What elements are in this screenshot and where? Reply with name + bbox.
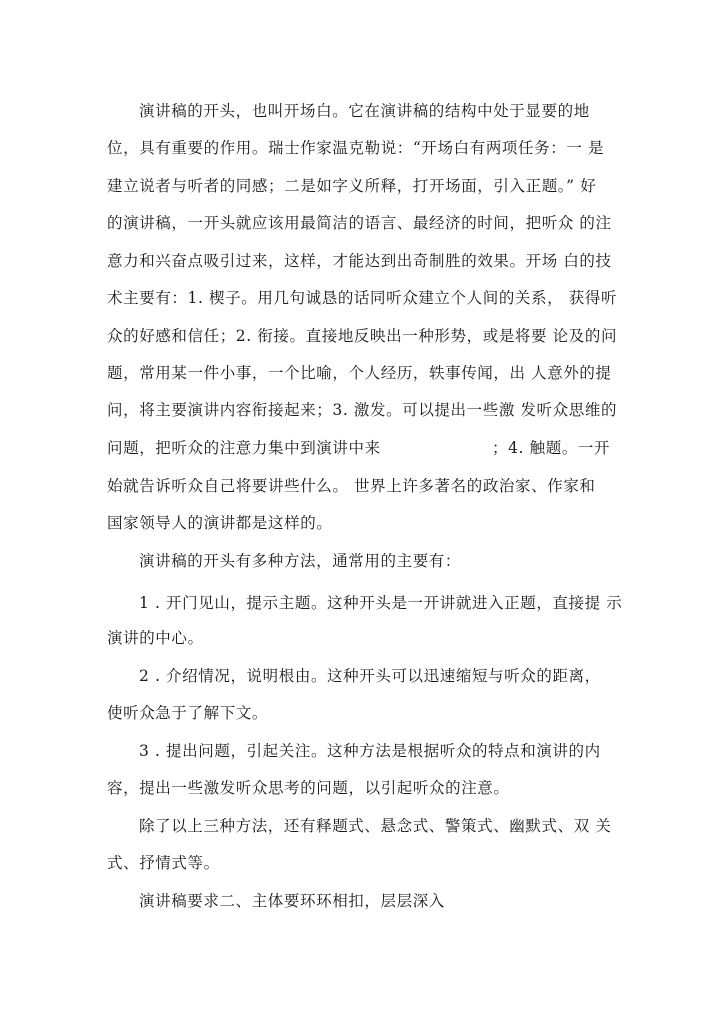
text-line: 2 . 介绍情况，说明根由。这种开头可以迅速缩短与听众的距离， bbox=[139, 667, 601, 685]
text-line: 1 . 开门见山，提示主题。这种开头是一开讲就进入正题，直接提 示 bbox=[139, 594, 623, 612]
text-line: 问，将主要演讲内容衔接起来；3. 激发。可以提出一些激 发听众思维的 bbox=[107, 401, 618, 419]
text-line: 式、抒情式等。 bbox=[107, 854, 220, 872]
text-line: ；4. 触题。一开 bbox=[492, 439, 611, 457]
text-line: 使听众急于了解下文。 bbox=[107, 704, 269, 722]
text-line: 位，具有重要的作用。瑞士作家温克勒说：“开场白有两项任务：一 是 bbox=[107, 139, 605, 157]
text-line: 除了以上三种方法，还有释题式、悬念式、警策式、幽默式、双 关 bbox=[139, 817, 612, 835]
text-line: 题，常用某一件小事，一个比喻，个人经历，轶事传闻，出 人意外的提 bbox=[107, 364, 612, 382]
text-line: 众的好感和信任；2. 衔接。直接地反映出一种形势，或是将要 论及的问 bbox=[107, 327, 618, 345]
text-line: 术主要有：1. 楔子。用几句诚恳的话同听众建立个人间的关系， 获得听 bbox=[107, 289, 618, 307]
text-line: 容，提出一些激发听众思考的问题，以引起听众的注意。 bbox=[107, 779, 510, 797]
text-line: 演讲稿要求二、主体要环环相扣，层层深入 bbox=[139, 892, 445, 910]
text-line: 演讲的中心。 bbox=[107, 629, 204, 647]
text-line: 的演讲稿，一开头就应该用最简洁的语言、最经济的时间，把听众 的注 bbox=[107, 214, 612, 232]
text-line: 3 . 提出问题，引起关注。这种方法是根据听众的特点和演讲的内 bbox=[139, 742, 601, 760]
text-line: 意力和兴奋点吸引过来，这样，才能达到出奇制胜的效果。开场 白的技 bbox=[107, 252, 612, 270]
text-line: 演讲稿的开头，也叫开场白。它在演讲稿的结构中处于显要的地 bbox=[139, 102, 590, 120]
text-line: 建立说者与听者的同感；二是如字义所释，打开场面，引入正题。” 好 bbox=[107, 177, 597, 195]
text-line: 问题，把听众的注意力集中到演讲中来 bbox=[107, 439, 381, 457]
text-line: 演讲稿的开头有多种方法，通常用的主要有： bbox=[139, 552, 462, 570]
text-line: 国家领导人的演讲都是这样的。 bbox=[107, 514, 333, 532]
text-line: 始就告诉听众自己将要讲些什么。 世界上许多著名的政治家、作家和 bbox=[107, 477, 596, 495]
